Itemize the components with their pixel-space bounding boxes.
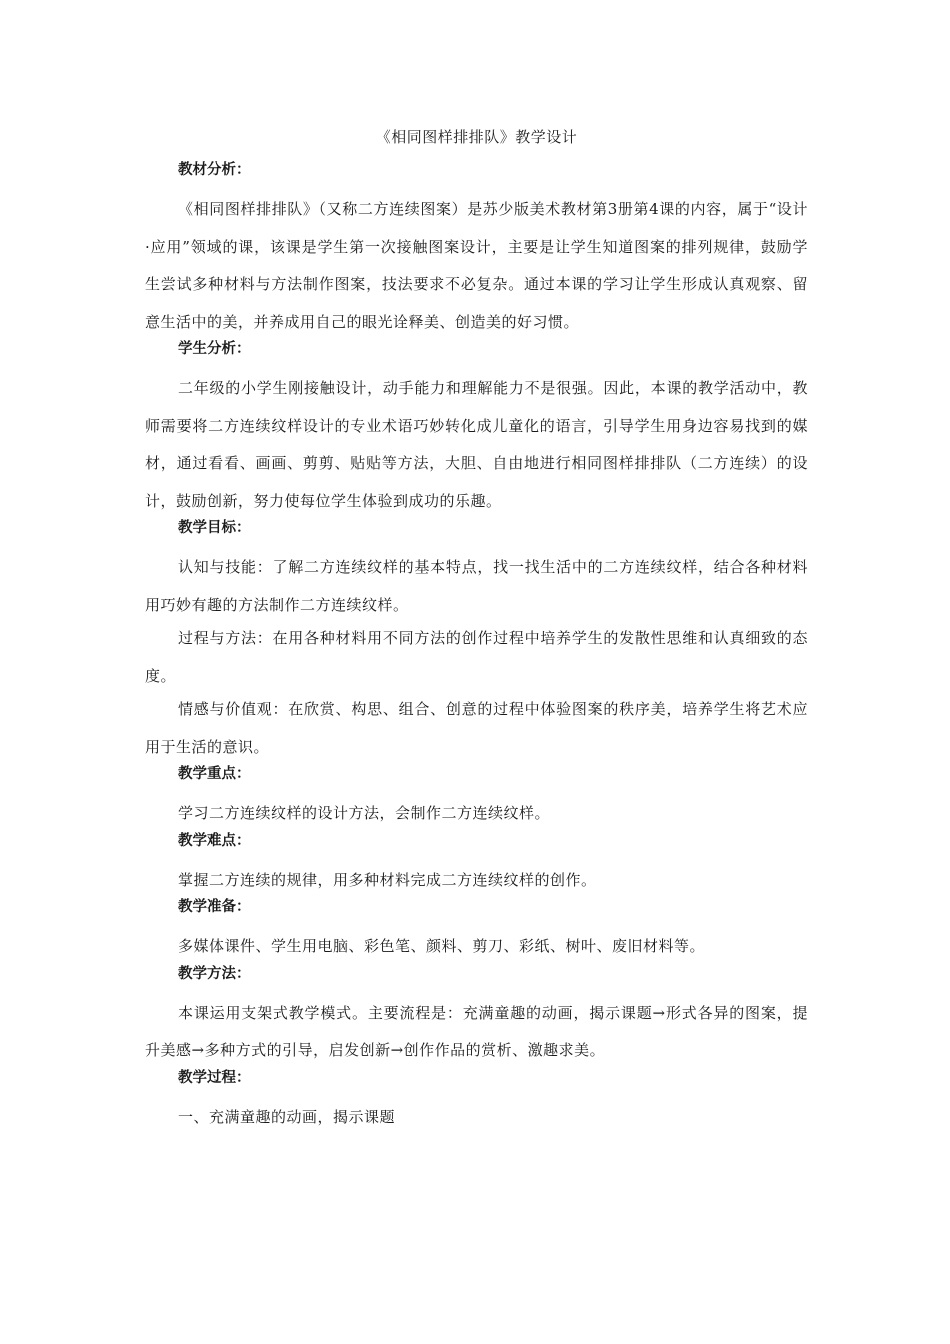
heading-teaching-goals: 教学目标： <box>178 520 251 536</box>
heading-student-analysis: 学生分析： <box>178 341 251 357</box>
heading-material-analysis: 教材分析： <box>178 162 251 178</box>
page-title: 《相同图样排排队》教学设计 <box>375 128 578 146</box>
paragraph-goal-knowledge: 认知与技能：了解二方连续纹样的基本特点，找一找生活中的二方连续纹样，结合各种材料用巧妙有趣的方法制作二方连续纹样。 <box>145 558 808 614</box>
paragraph-goal-process: 过程与方法：在用各种材料用不同方法的创作过程中培养学生的发散性思维和认真细致的态度。 <box>145 629 808 685</box>
paragraph-process-step-1: 一、充满童趣的动画，揭示课题 <box>178 1107 396 1126</box>
heading-difficulties: 教学难点： <box>178 832 251 849</box>
paragraph-methods: 本课运用支架式教学模式。主要流程是：充满童趣的动画，揭示课题→形式各异的图案，提升美感→多种方式的引导，启发创新→创作作品的赏析、激趣求美。 <box>145 1003 808 1059</box>
heading-process: 教学过程： <box>178 1069 251 1086</box>
paragraph-difficulties: 掌握二方连续的规律，用多种材料完成二方连续纹样的创作。 <box>178 870 597 889</box>
document-page <box>145 125 808 1132</box>
paragraph-material-analysis: 《相同图样排排队》（又称二方连续图案）是苏少版美术教材第3册第4课的内容，属于“设计·应用”领域的课，该课是学生第一次接触图案设计，主要是让学生知道图案的排列规律，鼓励学生尝试多种材料与方法制作图案，技法要求不必复杂。通过本课的学习让学生形成认真观察、留意生活中的美，并养成用自己的眼光诠释美、创造美的好习惯。 <box>145 200 808 331</box>
heading-preparation: 教学准备： <box>178 899 251 915</box>
paragraph-preparation: 多媒体课件、学生用电脑、彩色笔、颜料、剪刀、彩纸、树叶、废旧材料等。 <box>178 937 706 955</box>
paragraph-key-points: 学习二方连续纹样的设计方法，会制作二方连续纹样。 <box>178 804 551 822</box>
paragraph-goal-emotion: 情感与价值观：在欣赏、构思、组合、创意的过程中体验图案的秩序美，培养学生将艺术应用于生活的意识。 <box>145 700 808 756</box>
heading-key-points: 教学重点： <box>178 766 251 782</box>
paragraph-student-analysis: 二年级的小学生刚接触设计，动手能力和理解能力不是很强。因此，本课的教学活动中，教师需要将二方连续纹样设计的专业术语巧妙转化成儿童化的语言，引导学生用身边容易找到的媒材，通过看看、画画、剪剪、贴贴等方法，大胆、自由地进行相同图样排排队（二方连续）的设计，鼓励创新，努力使每位学生体验到成功的乐趣。 <box>145 379 808 510</box>
heading-methods: 教学方法： <box>178 965 251 982</box>
